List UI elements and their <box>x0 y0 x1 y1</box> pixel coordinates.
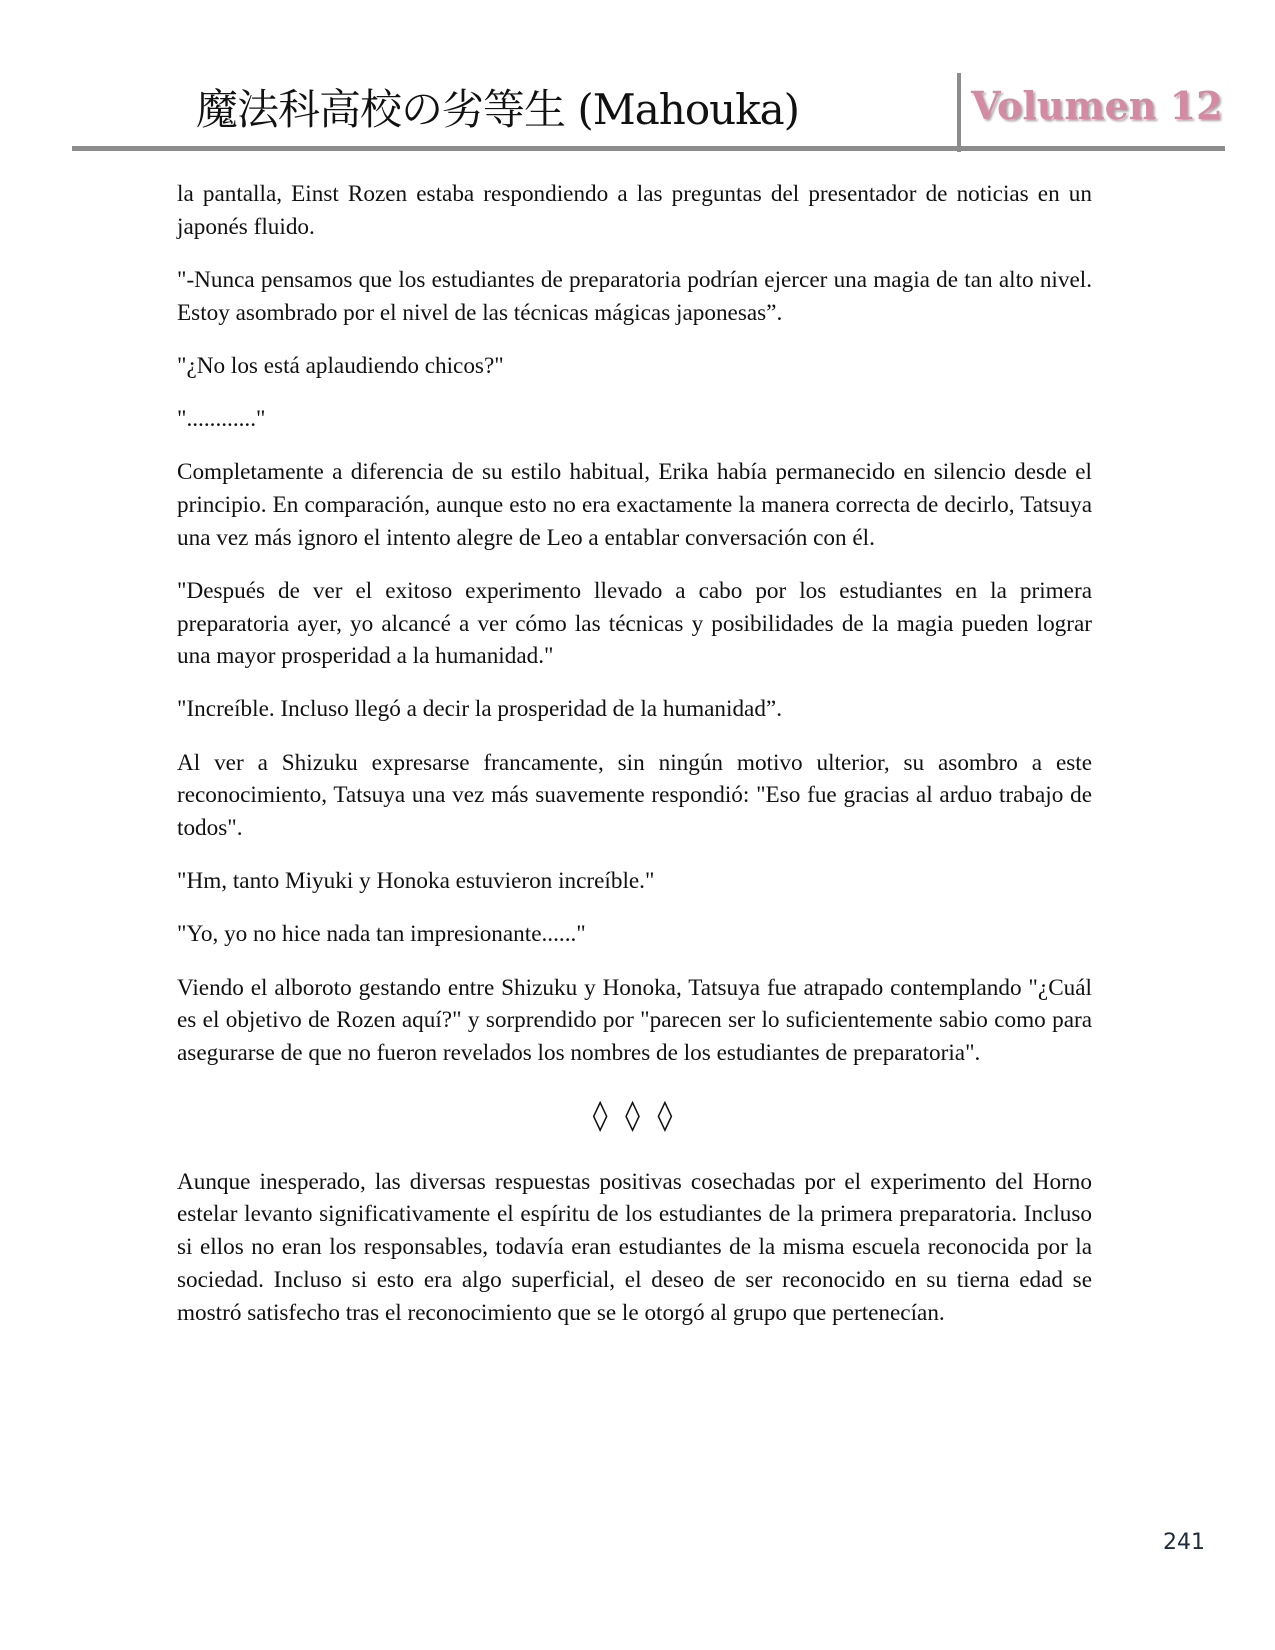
header-divider <box>957 73 961 152</box>
paragraph: "-Nunca pensamos que los estudiantes de preparatoria podrían ejercer una magia de tan alto nivel. Estoy asombrado por el nivel de las técnicas mágicas japonesas”. <box>177 266 1092 326</box>
paragraph: "............" <box>177 406 266 433</box>
header-rule <box>72 146 1225 151</box>
paragraph: "Yo, yo no hice nada tan impresionante......" <box>177 921 586 948</box>
paragraph: Completamente a diferencia de su estilo habitual, Erika había permanecido en silencio desde el principio. En comparación, aunque esto no era exactamente la manera correcta de decirlo, Tatsuya una vez más ignoro el intento alegre de Leo a entablar conversación con él. <box>177 459 1092 551</box>
paragraph: Al ver a Shizuku expresarse francamente, sin ningún motivo ulterior, su asombro a este reconocimiento, Tatsuya una vez más suavemente respondió: "Eso fue gracias al arduo trabajo de todos". <box>177 749 1092 842</box>
page-number: 241 <box>1163 1530 1205 1555</box>
body-text <box>177 178 1092 1350</box>
paragraph: Viendo el alboroto gestando entre Shizuku y Honoka, Tatsuya fue atrapado contemplando "¿Cuál es el objetivo de Rozen aquí?" y sorprendido por "parecen ser lo suficientemente sabio como para asegurarse de que no fueron revelados los nombres de los estudiantes de preparatoria". <box>177 974 1092 1067</box>
volume-label: Volumen 12 <box>971 83 1223 128</box>
section-separator-diamonds-icon: ◊ ◊ ◊ <box>592 1097 677 1133</box>
paragraph: "Increíble. Incluso llegó a decir la prosperidad de la humanidad”. <box>177 696 783 723</box>
paragraph: "Hm, tanto Miyuki y Honoka estuvieron increíble." <box>177 868 655 895</box>
paragraph: "¿No los está aplaudiendo chicos?" <box>177 352 504 379</box>
paragraph: la pantalla, Einst Rozen estaba respondiendo a las preguntas del presentador de noticias en un japonés fluido. <box>177 181 1092 240</box>
paragraph: Aunque inesperado, las diversas respuestas positivas cosechadas por el experimento del Horno estelar levanto significativamente el espíritu de los estudiantes de la primera preparatoria. Incluso si ellos no eran los responsables, todavía eran estudiantes de la misma escuela reconocida por la sociedad. Incluso si esto era algo superficial, el deseo de ser reconocido en su tierna edad se mostró satisfecho tras el reconocimiento que se le otorgó al grupo que pertenecían. <box>177 1168 1092 1326</box>
paragraph: "Después de ver el exitoso experimento llevado a cabo por los estudiantes en la primera preparatoria ayer, yo alcancé a ver cómo las técnicas y posibilidades de la magia pueden lograr una mayor prosperidad a la humanidad." <box>177 577 1092 670</box>
book-title: 魔法科高校の劣等生 (Mahouka) <box>196 85 800 134</box>
